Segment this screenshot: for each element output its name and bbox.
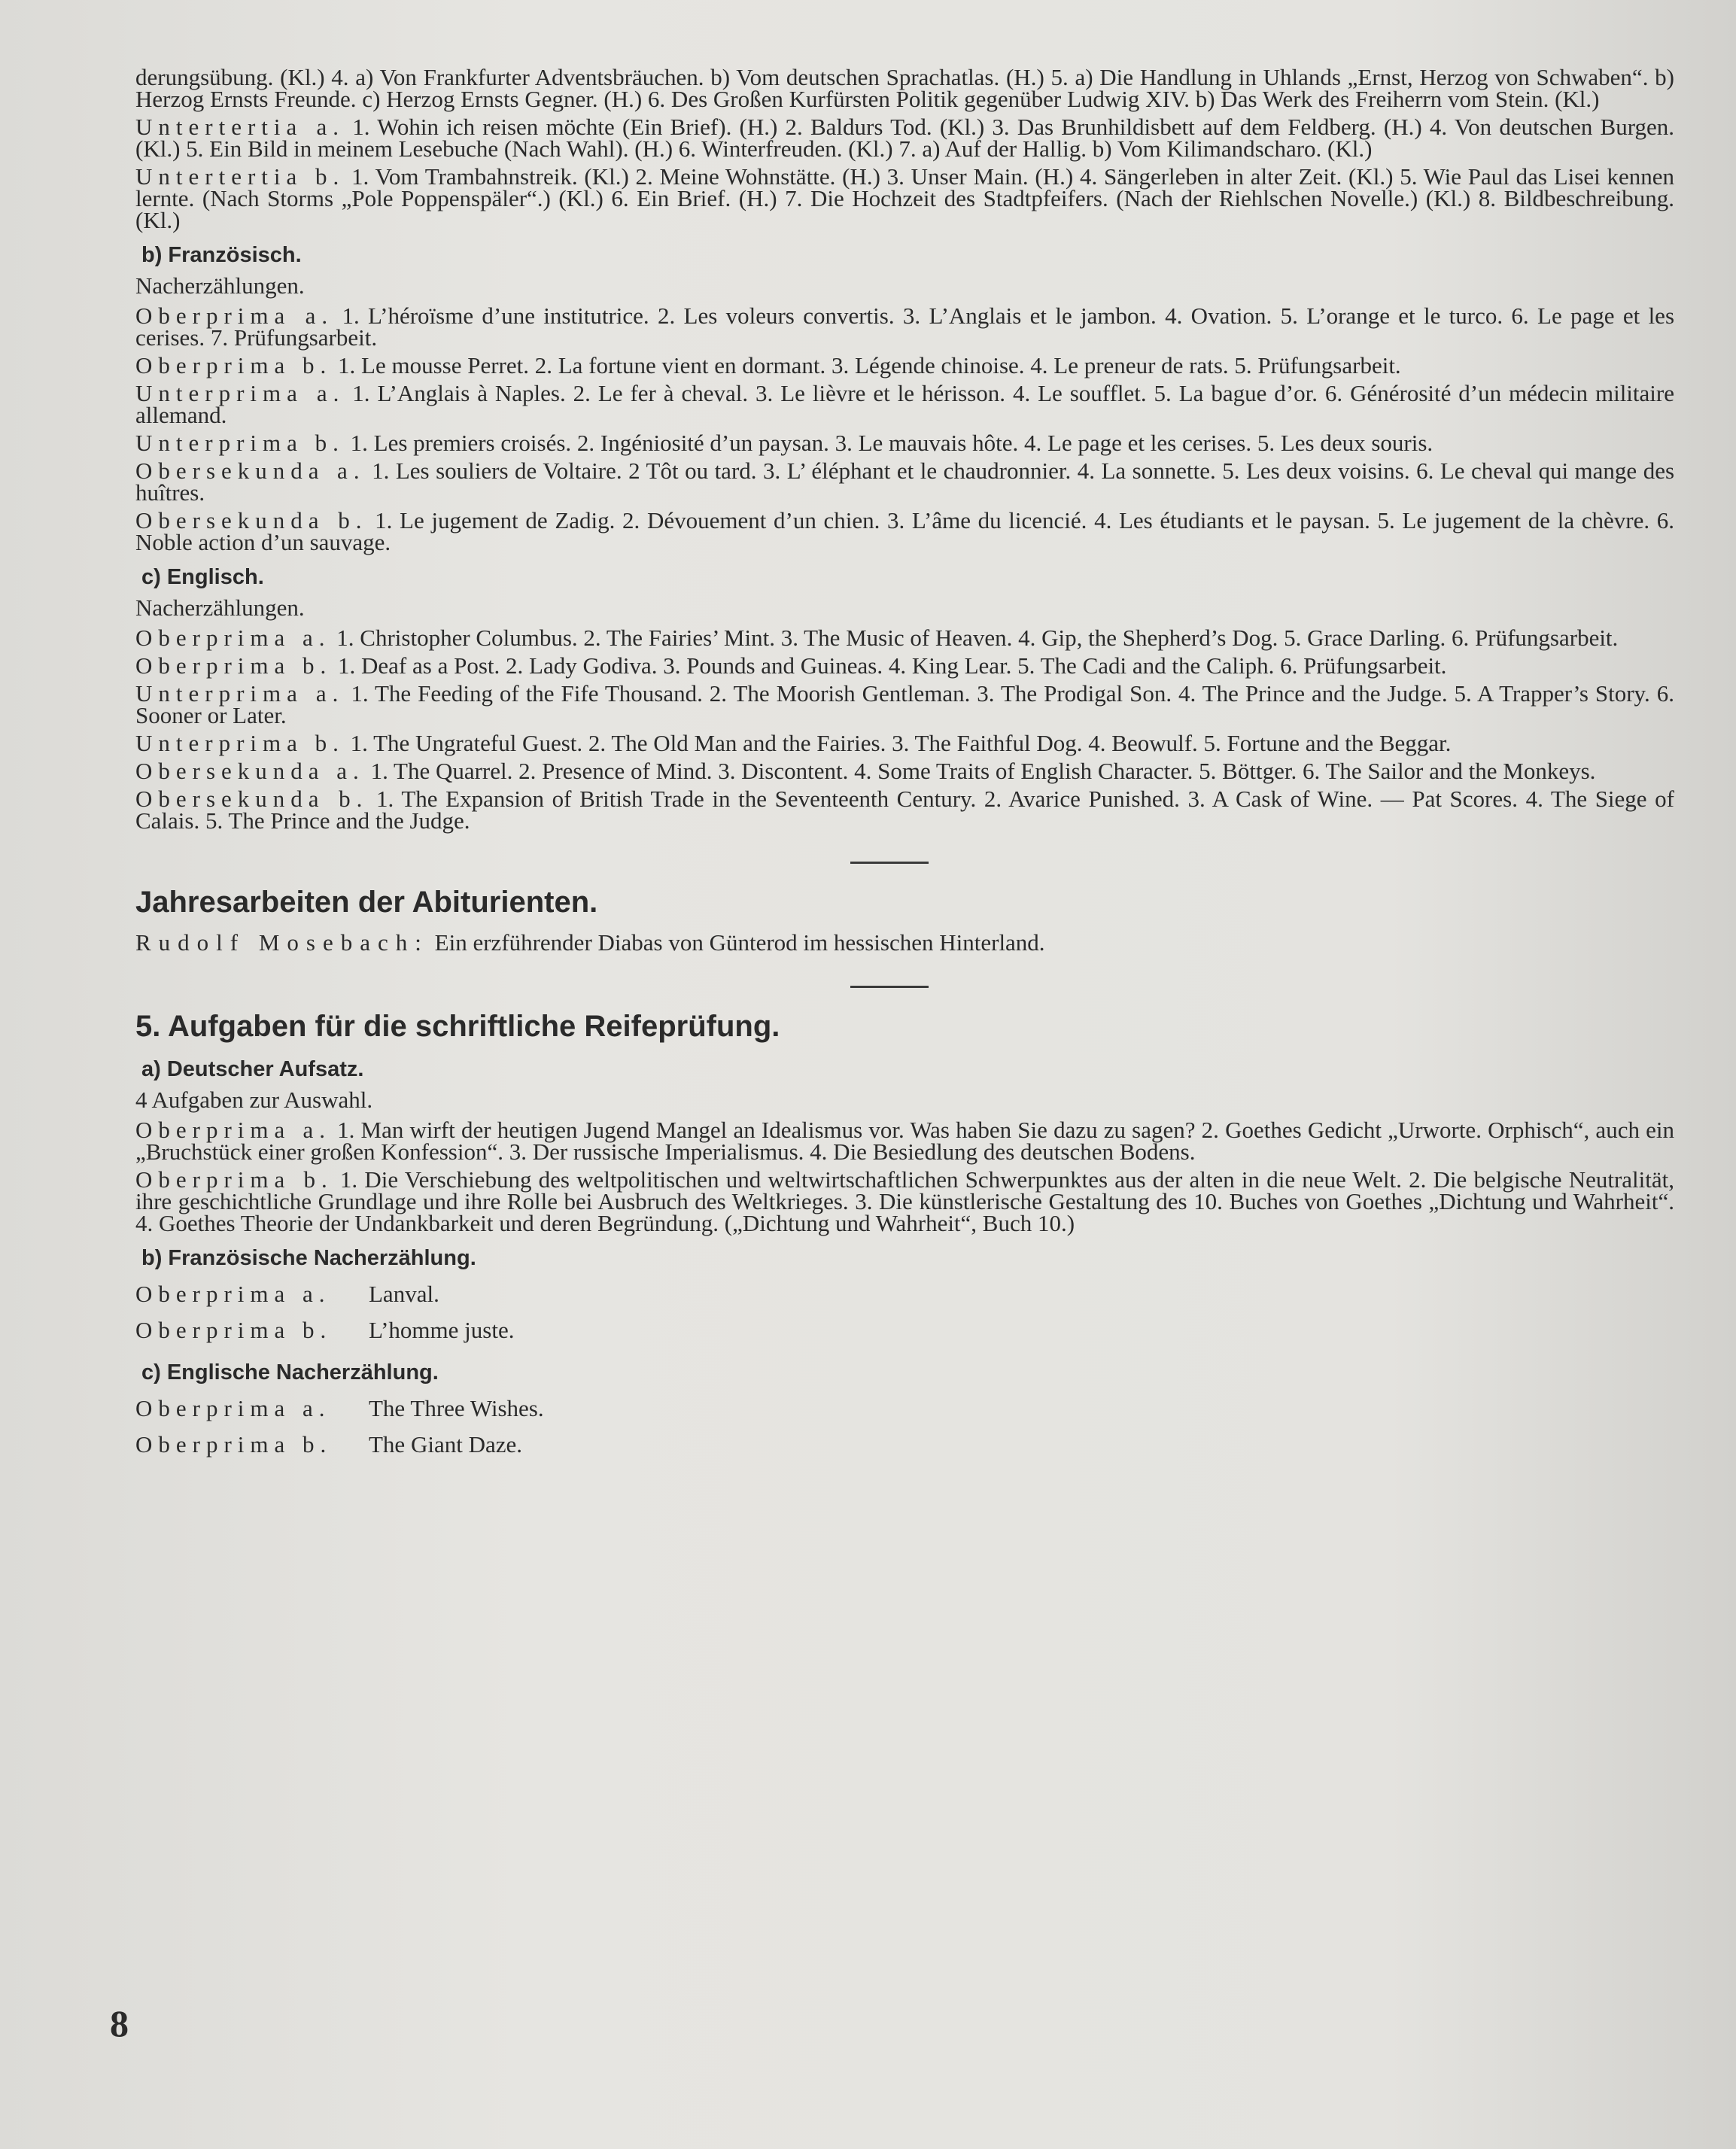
english-paragraph: [135, 732, 1674, 754]
english-retelling-heading: c) Englische Nacherzählung.: [141, 1360, 439, 1385]
work-title: Ein erzführender Diabas von Günterod im hessischen Hinterland.: [434, 929, 1045, 956]
paragraph-text: 1. Les premiers croisés. 2. Ingéniosité d’un paysan. 3. Le mauvais hôte. 4. Le page et les cerises. 5. Les deux souris.: [350, 430, 1433, 456]
english-paragraph: [135, 652, 1674, 679]
page-content: [135, 66, 1674, 1463]
class-label: Oberprima a.: [135, 1281, 331, 1307]
class-label: Oberprima b.: [135, 1431, 333, 1457]
paragraph-text: 1. The Ungrateful Guest. 2. The Old Man and the Fairies. 3. The Faithful Dog. 4. Beowulf. 5. Fortune and the Beggar.: [350, 730, 1452, 756]
german-essay-heading: a) Deutscher Aufsatz.: [141, 1057, 364, 1081]
english-retelling-row: [135, 1391, 1674, 1427]
paragraph-text: 1. Vom Trambahnstreik. (Kl.) 2. Meine Wohnstätte. (H.) 3. Unser Main. (H.) 4. Sängerleben in alter Zeit. (Kl.) 5. Wie Paul das Lisei kennen lernte. (Nach Storms „Pole Poppenspäler“.) (Kl.) 6. Ein Brief. (H.) 7. Die Hochzeit des Stadtpfeifers. (Nach der Riehlschen Novelle.) (Kl.) 8. Bildbeschreibung. (Kl.): [135, 163, 1675, 233]
german-paragraph: [135, 116, 1674, 160]
paragraph-text: 1. Man wirft der heutigen Jugend Mangel an Idealismus vor. Was haben Sie dazu zu sagen? 2. Goethes Gedicht „Urworte. Orphisch“, auch ein „Bruchstück einer großen Konfession“. 3. Der russische Imperialismus. 4. Die Besiedlung des deutschen Bodens.: [135, 1117, 1674, 1165]
section5-heading: 5. Aufgaben für die schriftliche Reifeprüfung.: [135, 1010, 780, 1043]
french-paragraph: [135, 457, 1675, 506]
paragraph-text: 1. The Feeding of the Fife Thousand. 2. The Moorish Gentleman. 3. The Prodigal Son. 4. The Prince and the Judge. 5. A Trapper’s Story. 6. Sooner or Later.: [135, 680, 1674, 728]
class-label: Oberprima b.: [135, 352, 333, 378]
class-label: Oberprima b.: [135, 1166, 333, 1193]
class-label: Obersekunda b.: [135, 786, 369, 812]
retelling-title: The Three Wishes.: [369, 1395, 544, 1421]
english-paragraph: [135, 682, 1674, 726]
retelling-title: L’homme juste.: [369, 1317, 515, 1343]
class-label: Oberprima a.: [135, 625, 331, 651]
class-label: Oberprima a.: [135, 302, 334, 329]
jahresarbeiten-heading: Jahresarbeiten der Abiturienten.: [135, 886, 598, 919]
class-label: Obersekunda b.: [135, 507, 368, 533]
section-divider: [850, 862, 929, 864]
paragraph-text: 1. Christopher Columbus. 2. The Fairies’ Mint. 3. The Music of Heaven. 4. Gip, the Shepherd’s Dog. 5. Grace Darling. 6. Prüfungsarbeit.: [336, 625, 1619, 651]
french-paragraph: [135, 302, 1675, 351]
paragraph-text: 1. The Expansion of British Trade in the Seventeenth Century. 2. Avarice Punished. 3. A Cask of Wine. — Pat Scores. 4. The Siege of Calais. 5. The Prince and the Judge.: [135, 786, 1675, 834]
paragraph-text: 1. L’Anglais à Naples. 2. Le fer à cheval. 3. Le lièvre et le hérisson. 4. Le soufflet. 5. La bague d’or. 6. Générosité d’un médecin militaire allemand.: [135, 380, 1674, 428]
german-essay-paragraph: [135, 1166, 1675, 1236]
class-label: Untertertia b.: [135, 163, 345, 190]
french-paragraph: [135, 382, 1674, 426]
paragraph-text: derungsübung. (Kl.) 4. a) Von Frankfurter Adventsbräuchen. b) Vom deutschen Sprachatlas. (H.) 5. a) Die Handlung in Uhlands „Ernst, Herzog von Schwaben“. b) Herzog Ernsts Freunde. c) Herzog Ernsts Gegner. (H.) 6. Des Großen Kurfürsten Politik gegenüber Ludwig XIV. b) Das Werk des Freiherrn vom Stein. (Kl.): [135, 64, 1674, 112]
german-essay-intro: 4 Aufgaben zur Auswahl.: [135, 1087, 373, 1113]
retelling-title: The Giant Daze.: [369, 1431, 522, 1457]
class-label: Oberprima a.: [135, 1395, 331, 1421]
english-retelling-row: [135, 1427, 1674, 1463]
english-paragraph: [135, 627, 1674, 649]
german-paragraph: [135, 66, 1674, 110]
jahresarbeiten-entry: [135, 930, 1674, 956]
english-intro: Nacherzählungen.: [135, 594, 305, 621]
class-label: Unterprima b.: [135, 430, 345, 456]
paragraph-text: 1. Le mousse Perret. 2. La fortune vient en dormant. 3. Légende chinoise. 4. Le preneur de rats. 5. Prüfungsarbeit.: [338, 352, 1401, 378]
french-heading: b) Französisch.: [141, 243, 302, 267]
class-label: Obersekunda a.: [135, 758, 365, 784]
german-essay-paragraph: [135, 1119, 1674, 1163]
french-retelling-row: [135, 1312, 1674, 1348]
paragraph-text: 1. Deaf as a Post. 2. Lady Godiva. 3. Pounds and Guineas. 4. King Lear. 5. The Cadi and the Caliph. 6. Prüfungsarbeit.: [338, 652, 1447, 679]
class-label: Oberprima a.: [135, 1117, 331, 1143]
author-name: Rudolf Mosebach:: [135, 929, 429, 956]
french-paragraph: [135, 432, 1674, 454]
section-divider: [850, 986, 929, 988]
paragraph-text: 1. Wohin ich reisen möchte (Ein Brief). (H.) 2. Baldurs Tod. (Kl.) 3. Das Brunhildisbett auf dem Feldberg. (H.) 4. Von deutschen Burgen. (Kl.) 5. Ein Bild in meinem Lesebuche (Nach Wahl). (H.) 6. Winterfreuden. (Kl.) 7. a) Auf der Hallig. b) Vom Kilimandscharo. (Kl.): [135, 114, 1674, 162]
french-retelling-row: [135, 1276, 1674, 1312]
paragraph-text: 1. Die Verschiebung des weltpolitischen und weltwirtschaftlichen Schwerpunktes aus der alten in die neue Welt. 2. Die belgische Neutralität, ihre geschichtliche Grundlage und ihre Rolle bei Ausbruch des Weltkrieges. 3. Die künstlerische Gestaltung des 10. Buches von Goethes „Dichtung und Wahrheit“. 4. Goethes Theorie der Undankbarkeit und deren Begründung. („Dichtung und Wahrheit“, Buch 10.): [135, 1166, 1675, 1236]
english-paragraph: [135, 760, 1674, 782]
french-retelling-heading: b) Französische Nacherzählung.: [141, 1246, 476, 1270]
french-paragraph: [135, 354, 1674, 376]
class-label: Oberprima b.: [135, 652, 333, 679]
paragraph-text: 1. The Quarrel. 2. Presence of Mind. 3. Discontent. 4. Some Traits of English Character. 5. Böttger. 6. The Sailor and the Monkeys.: [370, 758, 1596, 784]
french-paragraph: [135, 509, 1674, 553]
page-number: 8: [110, 2002, 129, 2044]
class-label: Unterprima a.: [135, 380, 345, 406]
french-intro: Nacherzählungen.: [135, 272, 305, 299]
class-label: Oberprima b.: [135, 1317, 333, 1343]
class-label: Unterprima b.: [135, 730, 345, 756]
retelling-title: Lanval.: [369, 1281, 439, 1307]
paragraph-text: 1. Le jugement de Zadig. 2. Dévouement d’un chien. 3. L’âme du licencié. 4. Les étudiants et le paysan. 5. Le jugement de la chèvre. 6. Noble action d’un sauvage.: [135, 507, 1675, 555]
class-label: Unterprima a.: [135, 680, 345, 707]
paragraph-text: 1. Les souliers de Voltaire. 2 Tôt ou tard. 3. L’ éléphant et le chaudronnier. 4. La sonnette. 5. Les deux voisins. 6. Le cheval qui mange des huîtres.: [135, 457, 1675, 506]
german-paragraph: [135, 163, 1675, 233]
paragraph-text: 1. L’héroïsme d’une institutrice. 2. Les voleurs convertis. 3. L’Anglais et le jambon. 4. Ovation. 5. L’orange et le turco. 6. Le page et les cerises. 7. Prüfungsarbeit.: [135, 302, 1675, 351]
english-heading: c) Englisch.: [141, 565, 264, 589]
english-paragraph: [135, 786, 1675, 834]
class-label: Untertertia a.: [135, 114, 345, 140]
class-label: Obersekunda a.: [135, 457, 366, 484]
